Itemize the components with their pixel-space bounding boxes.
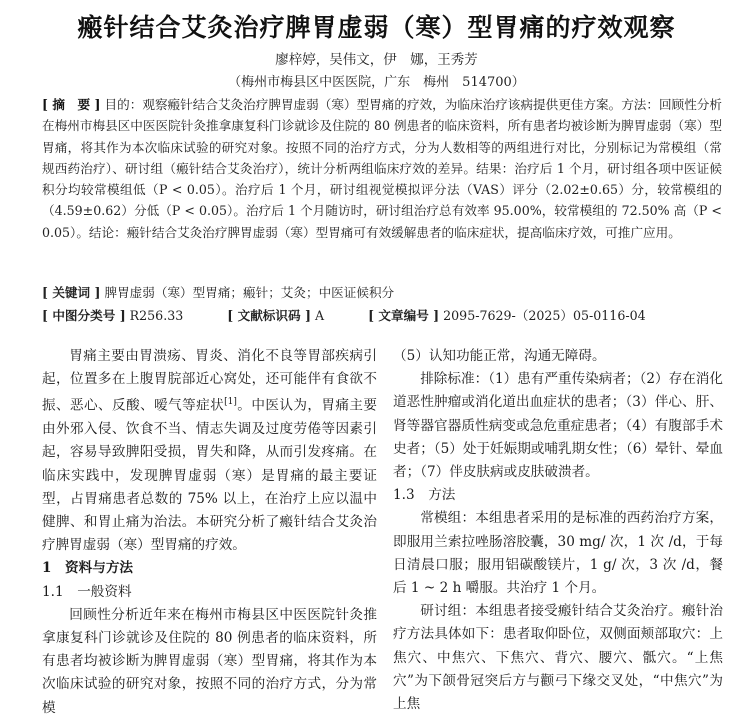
methods-heading: 1.3 方法: [393, 487, 456, 504]
intro-text-a: 胃痛主要由胃溃疡、胃炎、消化不良等胃部疾病引起，位置多在上腹胃脘部近心窝处，还可能伴有食欲不振、恶心、反酸、嗳气等症状: [42, 348, 377, 414]
general-info-paragraph: 回顾性分析近年来在梅州市梅县区中医医院针灸推拿康复科门诊就诊及住院的 80 例患者的临床资料，所有患者均被诊断为脾胃虚弱（寒）型胃痛，将其作为本次临床试验的研究对象，按照不同的治疗方式，分为常模: [42, 606, 377, 716]
article-number-tag: [ 文章编号 ]: [368, 308, 440, 323]
keywords-text: 脾胃虚弱（寒）型胃痛；瘢针；艾灸；中医证候积分: [104, 285, 395, 300]
abstract-tag: [ 摘 要 ]: [42, 97, 101, 112]
article-number-value: 2095-7629-（2025）05-0116-04: [443, 308, 646, 323]
classification-line: [42, 305, 732, 324]
subsection-heading: 1.1 一般资料: [42, 583, 132, 600]
authors: 廖梓婷，吴伟文，伊 娜，王秀芳: [275, 52, 478, 68]
left-column: [42, 345, 377, 720]
intro-text-b: 。中医认为，胃痛主要由外邪入侵、饮食不当、情志失调及过度劳倦等因素引起，容易导致脾阳受损，胃失和降，从而引发疼痛。在临床实践中，发现脾胃虚弱（寒）是胃痛的最主要证型，占胃痛患者总数的 75% 以上，在治疗上应以温中健脾、和胃止痛为治法。本研究分析了瘢针结合艾灸治疗脾胃虚弱（寒）型胃痛的疗效。: [42, 397, 377, 554]
clc-value: R256.33: [129, 308, 184, 323]
right-column: [393, 345, 723, 716]
control-group-paragraph: 常模组：本组患者采用的是标准的西药治疗方案，即服用兰索拉唑肠溶胶囊，30 mg/ 次，1 次 /d，于每日清晨口服；服用铝碳酸镁片，1 g/ 次，3 次 /d，餐后 1 ~ 2 h 嚼服。共治疗 1 个月。: [393, 510, 723, 597]
doc-code-value: A: [314, 308, 325, 323]
keywords-tag: [ 关键词 ]: [42, 285, 101, 300]
keywords: [42, 282, 722, 301]
intro-paragraph: [42, 345, 377, 557]
inclusion-item-5: （5）认知功能正常，沟通无障碍。: [393, 348, 606, 364]
paper-title: 瘢针结合艾灸治疗脾胃虚弱（寒）型胃痛的疗效观察: [77, 13, 676, 42]
study-group-paragraph: 研讨组：本组患者接受瘢针结合艾灸治疗。瘢针治疗方法具体如下：患者取仰卧位，双侧面颊部取穴：上焦穴、中焦穴、下焦穴、背穴、腰穴、骶穴。“上焦穴”为下颌骨冠突后方与颧弓下缘交叉处，“中焦穴”为上焦: [393, 603, 723, 713]
section-heading: 1 资料与方法: [42, 560, 134, 577]
reference-mark: [1]: [224, 397, 237, 408]
abstract-text: 目的：观察瘢针结合艾灸治疗脾胃虚弱（寒）型胃痛的疗效，为临床治疗该病提供更佳方案。方法：回顾性分析在梅州市梅县区中医医院针灸推拿康复科门诊就诊及住院的 80 例患者的临床资料，所有患者均被诊断为脾胃虚弱（寒）型胃痛，将其作为本次临床试验的研究对象。按照不同的治疗方式，分为人数相等的两组进行对比，分别标记为常模组（常规西药治疗）、研讨组（瘢针结合艾灸治疗），统计分析两组临床疗效的差异。结果：治疗后 1 个月，研讨组各项中医证候积分均较常模组低（P < 0.05）。治疗后 1 个月，研讨组视觉模拟评分法（VAS）评分（2.02±0.65）分，较常模组的（4.59±0.62）分低（P < 0.05）。治疗后 1 个月随访时，研讨组治疗总有效率 95.00%，较常模组的 72.50% 高（P < 0.05）。结论：瘢针结合艾灸治疗脾胃虚弱（寒）型胃痛可有效缓解患者的临床症状，提高临床疗效，可推广应用。: [42, 97, 722, 240]
doc-code-tag: [ 文献标识码 ]: [227, 308, 311, 323]
abstract: [42, 94, 722, 243]
exclusion-paragraph: 排除标准：（1）患有严重传染病者；（2）存在消化道恶性肿瘤或消化道出血症状的患者；（3）伴心、肝、肾等器官器质性病变或急危重症患者；（4）有腹部手术史者；（5）处于妊娠期或哺乳期女性；（6）晕针、晕血者；（7）伴皮肤病或皮肤破溃者。: [393, 371, 723, 481]
clc-tag: [ 中图分类号 ]: [42, 308, 126, 323]
affiliation: （梅州市梅县区中医医院，广东 梅州 514700）: [228, 75, 525, 90]
